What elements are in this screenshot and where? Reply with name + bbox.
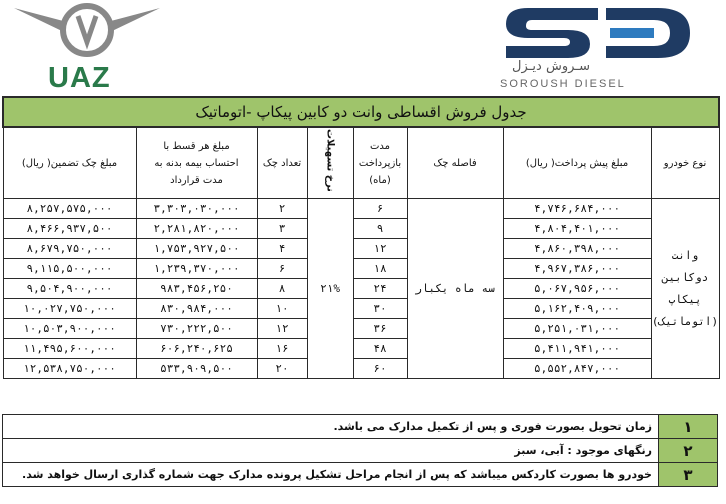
guarantee-cell: ۸,۶۷۹,۷۵۰,۰۰۰ [3, 239, 136, 259]
note-row [3, 463, 718, 487]
installment-cell: ۸۳۰,۹۸۴,۰۰۰ [136, 299, 257, 319]
check-count-cell: ۲۰ [257, 359, 307, 379]
repayment-months-cell: ۶۰ [353, 359, 407, 379]
installment-cell: ۹۸۳,۴۵۶,۲۵۰ [136, 279, 257, 299]
period-line-1: مدت [370, 140, 391, 152]
installment-cell: ۶۰۶,۲۴۰,۶۲۵ [136, 339, 257, 359]
header-repayment-period [353, 127, 407, 199]
note-row [3, 415, 718, 439]
repayment-months-cell: ۶ [353, 199, 407, 219]
down-payment-cell: ۵,۱۶۲,۴۰۹,۰۰۰ [503, 299, 651, 319]
down-payment-cell: ۵,۰۶۷,۹۵۶,۰۰۰ [503, 279, 651, 299]
down-payment-cell: ۵,۴۱۱,۹۴۱,۰۰۰ [503, 339, 651, 359]
repayment-months-cell: ۴۸ [353, 339, 407, 359]
note-number: ۲ [659, 439, 718, 463]
installment-cell: ۵۳۳,۹۰۹,۵۰۰ [136, 359, 257, 379]
table-row [3, 339, 719, 359]
down-payment-cell: ۵,۲۵۱,۰۳۱,۰۰۰ [503, 319, 651, 339]
soroush-diesel-logo [498, 2, 698, 62]
header-guarantee-check: مبلغ چک تضمین( ریال) [3, 127, 136, 199]
guarantee-cell: ۱۰,۰۲۷,۷۵۰,۰۰۰ [3, 299, 136, 319]
table-row [3, 219, 719, 239]
table-row [3, 259, 719, 279]
installment-cell: ۳,۳۰۳,۰۳۰,۰۰۰ [136, 199, 257, 219]
check-count-cell: ۲ [257, 199, 307, 219]
note-text: زمان تحویل بصورت فوری و پس از تکمیل مدارک می باشد. [3, 415, 659, 439]
guarantee-cell: ۹,۵۰۴,۹۰۰,۰۰۰ [3, 279, 136, 299]
car-name-line: (اتوماتیک) [651, 314, 719, 328]
installment-cell: ۲,۲۸۱,۸۲۰,۰۰۰ [136, 219, 257, 239]
guarantee-cell: ۱۰,۵۰۳,۹۰۰,۰۰۰ [3, 319, 136, 339]
header-car-type: نوع خودرو [651, 127, 719, 199]
header-rate [307, 127, 353, 199]
table-row [3, 199, 719, 219]
down-payment-cell: ۴,۸۰۴,۴۰۱,۰۰۰ [503, 219, 651, 239]
note-number: ۳ [659, 463, 718, 487]
installment-line-1: مبلغ هر قسط با [163, 140, 230, 152]
repayment-months-cell: ۹ [353, 219, 407, 239]
installment-table [2, 96, 720, 379]
check-count-cell: ۱۰ [257, 299, 307, 319]
uaz-brand-text: UAZ [48, 62, 111, 94]
note-text: رنگهای موجود : آبی، سبز [3, 439, 659, 463]
guarantee-cell: ۸,۲۵۷,۵۷۵,۰۰۰ [3, 199, 136, 219]
down-payment-cell: ۵,۵۵۲,۸۴۷,۰۰۰ [503, 359, 651, 379]
table-row [3, 299, 719, 319]
header-installment [136, 127, 257, 199]
notes-table [2, 414, 718, 487]
installment-cell: ۱,۷۵۳,۹۲۷,۵۰۰ [136, 239, 257, 259]
check-count-cell: ۱۲ [257, 319, 307, 339]
guarantee-cell: ۸,۴۶۶,۹۳۷,۵۰۰ [3, 219, 136, 239]
table-row [3, 239, 719, 259]
table-title: جدول فروش اقساطی وانت دو کابین پیکاپ -اتوماتیک [3, 97, 719, 127]
period-line-2: بازپرداخت [358, 157, 402, 169]
repayment-months-cell: ۳۶ [353, 319, 407, 339]
table-row [3, 279, 719, 299]
down-payment-cell: ۴,۹۶۷,۳۸۶,۰۰۰ [503, 259, 651, 279]
rate-cell: ۲۱% [307, 199, 353, 379]
car-name-line: پیکاپ [668, 292, 702, 306]
note-text: خودرو ها بصورت کاردکس میباشد که پس از انجام مراحل تشکیل پرونده مدارک جهت شماره گذاری ارسال خواهد شد. [3, 463, 659, 487]
down-payment-cell: ۴,۸۶۰,۳۹۸,۰۰۰ [503, 239, 651, 259]
check-count-cell: ۴ [257, 239, 307, 259]
installment-cell: ۷۳۰,۲۲۲,۵۰۰ [136, 319, 257, 339]
header-check-interval: فاصله چک [407, 127, 503, 199]
repayment-months-cell: ۳۰ [353, 299, 407, 319]
soroush-diesel-en-text: SOROUSH DIESEL [500, 78, 626, 90]
note-row [3, 439, 718, 463]
check-count-cell: ۱۶ [257, 339, 307, 359]
guarantee-cell: ۱۱,۴۹۵,۶۰۰,۰۰۰ [3, 339, 136, 359]
car-name-line: دوکابین [661, 270, 709, 284]
soroush-diesel-fa-text: سـروش ديـزل [512, 59, 590, 74]
guarantee-cell: ۹,۱۱۵,۵۰۰,۰۰۰ [3, 259, 136, 279]
table-row [3, 319, 719, 339]
car-name-line: وانت [671, 248, 699, 262]
repayment-months-cell: ۱۲ [353, 239, 407, 259]
check-count-cell: ۶ [257, 259, 307, 279]
installment-line-3: مدت قرارداد [170, 174, 223, 186]
installment-line-2: احتساب بیمه بدنه به [154, 157, 239, 169]
check-count-cell: ۳ [257, 219, 307, 239]
down-payment-cell: ۴,۷۴۶,۶۸۴,۰۰۰ [503, 199, 651, 219]
rate-header-text: نرخ تسهیلات [324, 128, 336, 192]
header-check-count: تعداد چک [257, 127, 307, 199]
car-type-cell [651, 199, 719, 379]
installment-cell: ۱,۲۳۹,۳۷۰,۰۰۰ [136, 259, 257, 279]
check-interval-cell: سه ماه یکبار [407, 199, 503, 379]
check-count-cell: ۸ [257, 279, 307, 299]
note-number: ۱ [659, 415, 718, 439]
header-down-payment: مبلغ پیش پرداخت( ریال) [503, 127, 651, 199]
period-line-3: (ماه) [369, 174, 391, 186]
repayment-months-cell: ۱۸ [353, 259, 407, 279]
repayment-months-cell: ۲۴ [353, 279, 407, 299]
table-row [3, 359, 719, 379]
guarantee-cell: ۱۲,۵۳۸,۷۵۰,۰۰۰ [3, 359, 136, 379]
